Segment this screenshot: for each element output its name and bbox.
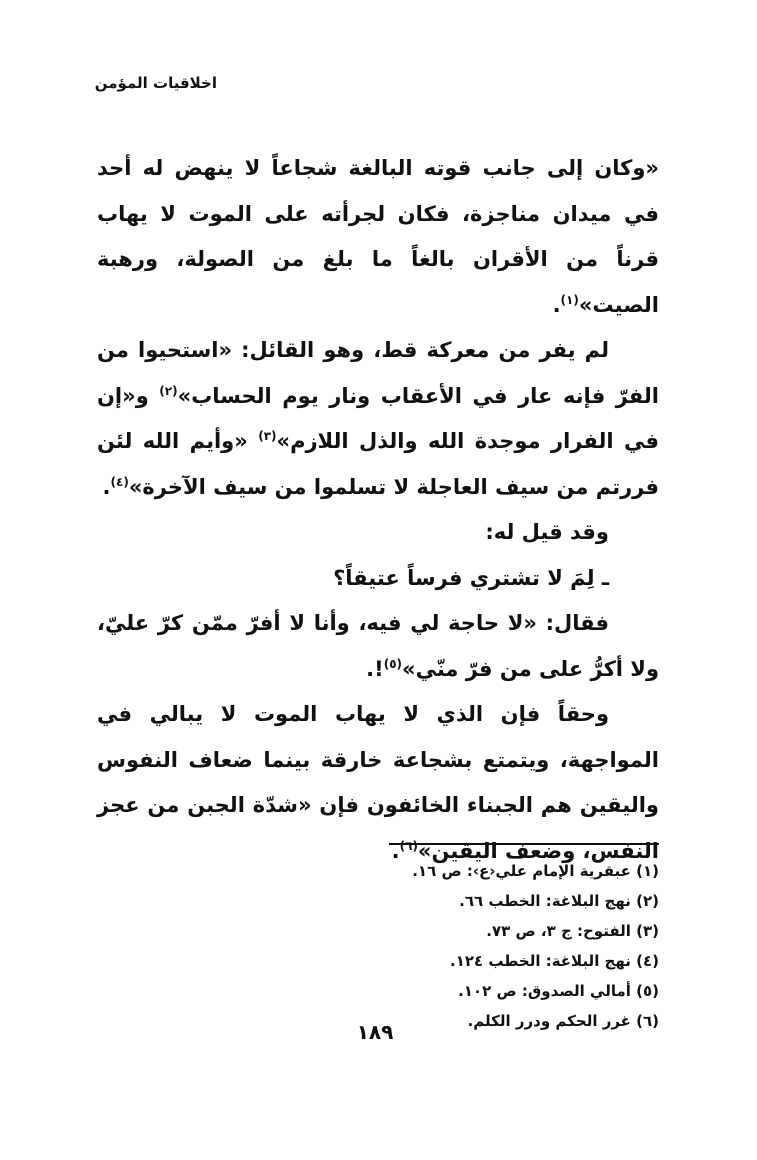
footnote-ref-5: (٥) bbox=[383, 656, 403, 671]
footnote-item: (١) عبقرية الإمام علي‹ع›: ص ١٦. bbox=[412, 862, 659, 880]
paragraph-2-part-3: «وأيم الله لئن فررتم من سيف العاجلة لا تسلموا من سيف الآخرة» bbox=[97, 429, 659, 499]
paragraph-1 bbox=[97, 146, 659, 328]
paragraph-4 bbox=[97, 556, 659, 602]
paragraph-2-part-1: لم يفر من معركة قط، وهو القائل: «استحيوا من الفرّ فإنه عار في الأعقاب ونار يوم الحساب» bbox=[97, 338, 659, 408]
paragraph-6-text: وحقاً فإن الذي لا يهاب الموت لا يبالي في المواجهة، ويتمتع بشجاعة خارقة بينما ضعاف النفوس واليقين هم الجبناء الخائفون فإن «شدّة الجبن من عجز النفس، وضعف اليقين» bbox=[97, 702, 659, 863]
paragraph-2 bbox=[97, 328, 659, 510]
paragraph-3-text: وقد قيل له: bbox=[485, 520, 609, 544]
paragraph-5-text: فقال: «لا حاجة لي فيه، وأنا لا أفرّ ممّن كرّ عليّ، ولا أكرُّ على من فرّ منّي» bbox=[97, 611, 659, 681]
footnote-item: (٢) نهج البلاغة: الخطب ٦٦. bbox=[459, 892, 659, 910]
paragraph-1-text: «وكان إلى جانب قوته البالغة شجاعاً لا ينهض له أحد في ميدان مناجزة، فكان لجرأته على الموت لا يهاب قرناً من الأقران بالغاً ما بلغ من الصولة، ورهبة الصيت» bbox=[97, 156, 659, 317]
running-header: اخلاقيات المؤمن bbox=[94, 74, 217, 92]
paragraph-1-tail: . bbox=[552, 292, 561, 317]
footnote-divider bbox=[389, 843, 659, 845]
footnote-item: (٥) أمالي الصدوق: ص ١٠٢. bbox=[458, 982, 659, 1000]
footnote-ref-2: (٢) bbox=[159, 383, 178, 398]
paragraph-5-tail: !. bbox=[366, 656, 384, 681]
footnote-ref-1: (١) bbox=[560, 292, 579, 307]
footnote-ref-4: (٤) bbox=[110, 474, 129, 489]
paragraph-2-tail: . bbox=[102, 474, 111, 499]
footnote-item: (٣) الفتوح: ج ٣، ص ٧٣. bbox=[486, 922, 659, 940]
footnotes-list bbox=[259, 856, 659, 1036]
paragraph-6-tail: . bbox=[391, 838, 400, 863]
footnote-item: (٦) غرر الحكم ودرر الكلم. bbox=[467, 1012, 659, 1030]
page-number: ١٨٩ bbox=[356, 1020, 394, 1044]
body-text bbox=[97, 146, 659, 874]
footnote-item: (٤) نهج البلاغة: الخطب ١٢٤. bbox=[450, 952, 659, 970]
footnote-ref-3: (٣) bbox=[258, 429, 277, 443]
paragraph-2-part-2: و«إن في الفرار موجدة الله والذل اللازم» bbox=[97, 383, 659, 453]
paragraph-3 bbox=[97, 510, 659, 556]
paragraph-6 bbox=[97, 692, 659, 874]
paragraph-4-text: ـ لِمَ لا تشتري فرساً عتيقاً؟ bbox=[333, 565, 609, 590]
footnote-ref-6: (٦) bbox=[399, 838, 418, 853]
paragraph-5 bbox=[97, 601, 659, 692]
